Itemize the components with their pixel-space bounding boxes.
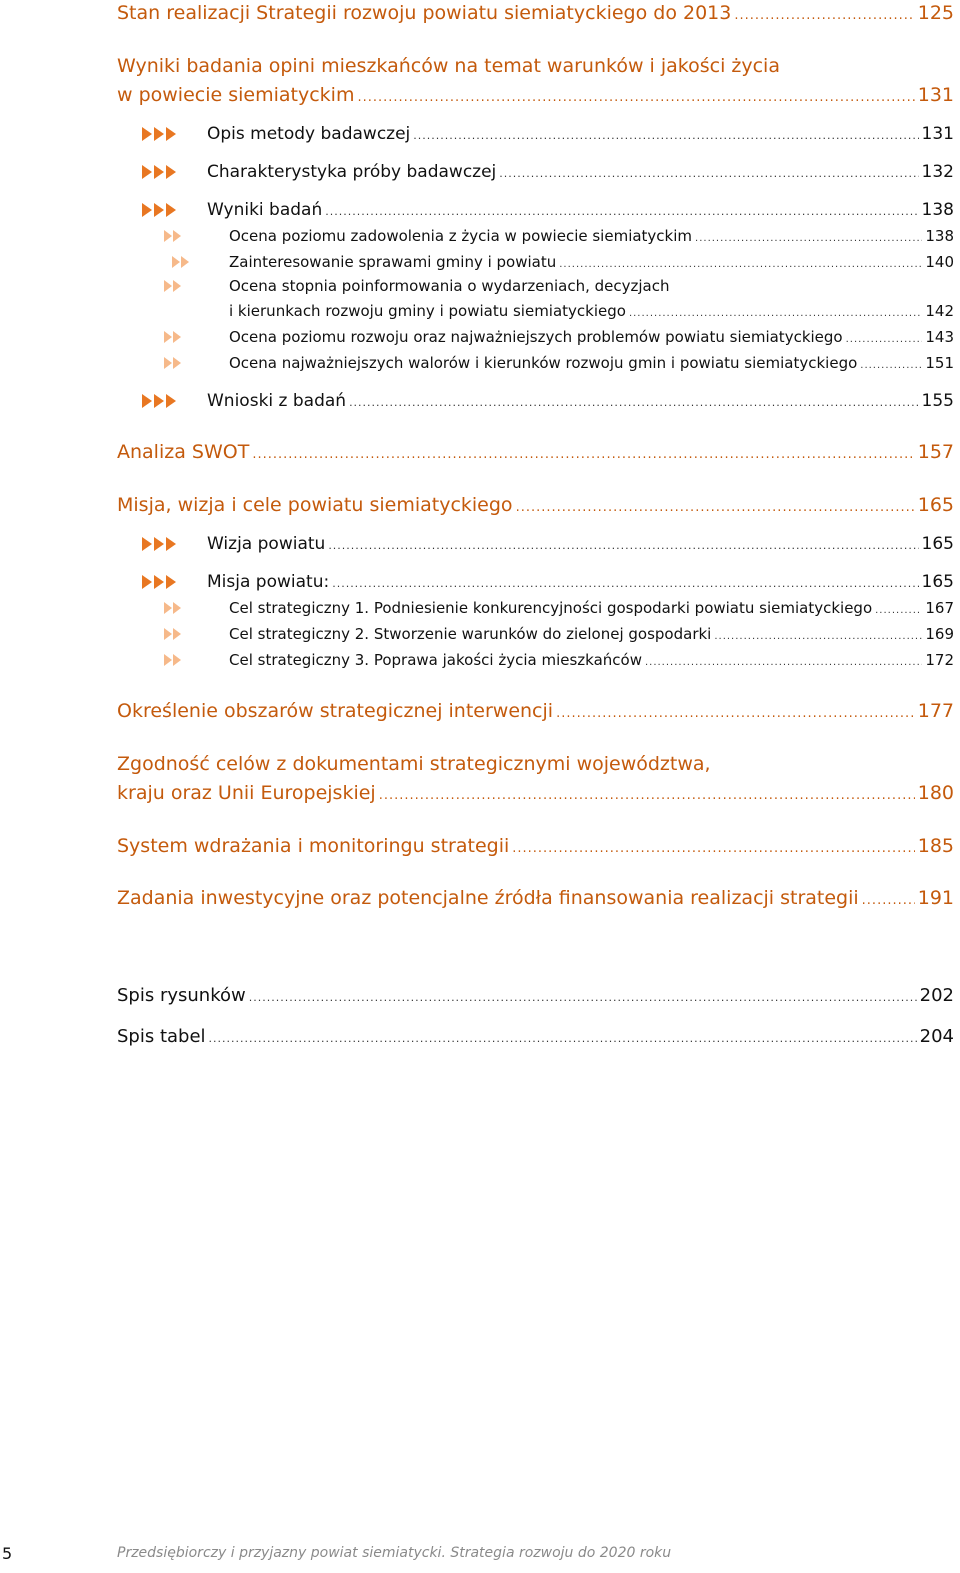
- dot-leader: [875, 605, 922, 616]
- toc-label: Wyniki badań: [207, 200, 323, 220]
- toc-page: 169: [925, 625, 954, 643]
- double-arrow-icon: [164, 331, 181, 343]
- toc-page: 172: [925, 651, 954, 669]
- toc-entry-charakterystyka[interactable]: [207, 162, 954, 182]
- toc-entry-ocena-stopnia[interactable]: [229, 302, 954, 320]
- toc-page: 167: [925, 599, 954, 617]
- toc-label: Stan realizacji Strategii rozwoju powiatu siemiatyckiego do 2013: [117, 2, 732, 24]
- toc-page: 180: [917, 782, 954, 804]
- toc-page: 165: [917, 494, 954, 516]
- toc-page: 138: [925, 227, 954, 245]
- toc-label: System wdrażania i monitoringu strategii: [117, 835, 510, 857]
- toc-page: 155: [921, 391, 954, 411]
- toc-entry-zgodnosc-line1[interactable]: Zgodność celów z dokumentami strategicznymi województwa,: [117, 753, 711, 775]
- toc-label: Analiza SWOT: [117, 441, 250, 463]
- toc-entry-wnioski[interactable]: [207, 391, 954, 411]
- toc-page: 132: [921, 162, 954, 182]
- toc-label: Cel strategiczny 2. Stworzenie warunków do zielonej gospodarki: [229, 625, 712, 643]
- toc-page: 125: [917, 2, 954, 24]
- dot-leader: [559, 259, 922, 270]
- toc-entry-swot[interactable]: [117, 441, 954, 463]
- triple-arrow-icon: [142, 203, 176, 217]
- toc-entry-ocena-zadowolenia[interactable]: [229, 227, 954, 245]
- dot-leader: [332, 577, 918, 590]
- toc-label: Zainteresowanie sprawami gminy i powiatu: [229, 253, 557, 271]
- toc-label: Spis tabel: [117, 1026, 206, 1047]
- toc-entry-obszary[interactable]: [117, 700, 954, 722]
- double-arrow-icon: [164, 357, 181, 369]
- dot-leader: [209, 1032, 917, 1045]
- toc-entry-cel3[interactable]: [229, 651, 954, 669]
- triple-arrow-icon: [142, 575, 176, 589]
- toc-entry-zgodnosc[interactable]: [117, 782, 954, 804]
- toc-label: Spis rysunków: [117, 985, 246, 1006]
- toc-entry-wyniki-badan[interactable]: [207, 200, 954, 220]
- toc-entry-cel1[interactable]: [229, 599, 954, 617]
- toc-label: Charakterystyka próby badawczej: [207, 162, 497, 182]
- toc-entry-spis-rysunkow[interactable]: [117, 985, 954, 1006]
- page-number: 5: [2, 1544, 13, 1563]
- toc-page: 140: [925, 253, 954, 271]
- toc-page: 151: [925, 354, 954, 372]
- double-arrow-icon: [164, 280, 181, 292]
- triple-arrow-icon: [142, 165, 176, 179]
- dot-leader: [860, 360, 922, 371]
- toc-label: kraju oraz Unii Europejskiej: [117, 782, 376, 804]
- toc-label: Zadania inwestycyjne oraz potencjalne źródła finansowania realizacji strategii: [117, 887, 859, 909]
- toc-page: 142: [925, 302, 954, 320]
- dot-leader: [516, 500, 915, 515]
- footer-title: Przedsiębiorczy i przyjazny powiat siemiatycki. Strategia rozwoju do 2020 roku: [117, 1545, 672, 1561]
- toc-label: Ocena najważniejszych walorów i kierunków rozwoju gmin i powiatu siemiatyckiego: [229, 354, 858, 372]
- toc-label: Cel strategiczny 1. Podniesienie konkurencyjności gospodarki powiatu siemiatyckiego: [229, 599, 873, 617]
- dot-leader: [714, 631, 922, 642]
- toc-page: 185: [917, 835, 954, 857]
- triple-arrow-icon: [142, 127, 176, 141]
- toc-page: 204: [919, 1026, 954, 1047]
- double-arrow-icon: [164, 230, 181, 242]
- toc-entry-stan[interactable]: [117, 2, 954, 24]
- double-arrow-icon: [164, 654, 181, 666]
- toc-label: Opis metody badawczej: [207, 124, 411, 144]
- toc-label: w powiecie siemiatyckim: [117, 84, 355, 106]
- toc-page: 165: [921, 534, 954, 554]
- toc-page: 131: [921, 124, 954, 144]
- toc-page: 202: [919, 985, 954, 1006]
- dot-leader: [512, 841, 914, 856]
- toc-entry-ocena-rozwoju[interactable]: [229, 328, 954, 346]
- dot-leader: [379, 788, 915, 803]
- toc-entry-wyniki-badania-line1[interactable]: Wyniki badania opini mieszkańców na temat warunków i jakości życia: [117, 55, 780, 77]
- dot-leader: [645, 657, 922, 668]
- triple-arrow-icon: [142, 394, 176, 408]
- toc-entry-misja-wizja[interactable]: [117, 494, 954, 516]
- double-arrow-icon: [172, 256, 189, 268]
- toc-page: 191: [917, 887, 954, 909]
- toc-page: 143: [925, 328, 954, 346]
- toc-page: 157: [917, 441, 954, 463]
- toc-entry-wizja[interactable]: [207, 534, 954, 554]
- double-arrow-icon: [164, 602, 181, 614]
- toc-label: Określenie obszarów strategicznej interwencji: [117, 700, 554, 722]
- dot-leader: [695, 233, 922, 244]
- dot-leader: [413, 129, 918, 142]
- dot-leader: [252, 447, 914, 462]
- toc-entry-ocena-walorow[interactable]: [229, 354, 954, 372]
- double-arrow-icon: [164, 628, 181, 640]
- toc-label: Cel strategiczny 3. Poprawa jakości życia mieszkańców: [229, 651, 642, 669]
- toc-page: 165: [921, 572, 954, 592]
- dot-leader: [846, 334, 923, 345]
- toc-label: Misja, wizja i cele powiatu siemiatyckiego: [117, 494, 513, 516]
- toc-label: Wnioski z badań: [207, 391, 347, 411]
- dot-leader: [349, 396, 918, 409]
- dot-leader: [556, 706, 915, 721]
- dot-leader: [325, 205, 918, 218]
- triple-arrow-icon: [142, 537, 176, 551]
- toc-entry-wyniki-badania[interactable]: [117, 84, 954, 106]
- dot-leader: [328, 539, 918, 552]
- toc-entry-zainteresowanie[interactable]: [229, 253, 954, 271]
- toc-page: 138: [921, 200, 954, 220]
- toc-entry-opis-metody[interactable]: [207, 124, 954, 144]
- toc-entry-misja[interactable]: [207, 572, 954, 592]
- toc-page: 131: [917, 84, 954, 106]
- dot-leader: [357, 90, 914, 105]
- toc-label: Ocena poziomu zadowolenia z życia w powiecie siemiatyckim: [229, 227, 693, 245]
- toc-page: 177: [917, 700, 954, 722]
- toc-entry-ocena-stopnia-line1[interactable]: Ocena stopnia poinformowania o wydarzeniach, decyzjach: [229, 277, 670, 295]
- toc-label: Misja powiatu:: [207, 572, 330, 592]
- toc-entry-cel2[interactable]: [229, 625, 954, 643]
- dot-leader: [499, 167, 918, 180]
- dot-leader: [734, 8, 914, 23]
- dot-leader: [862, 893, 915, 908]
- toc-entry-zadania[interactable]: [117, 887, 954, 909]
- dot-leader: [629, 308, 922, 319]
- dot-leader: [249, 991, 917, 1004]
- toc-entry-system[interactable]: [117, 835, 954, 857]
- toc-label: i kierunkach rozwoju gminy i powiatu siemiatyckiego: [229, 302, 626, 320]
- toc-label: Ocena poziomu rozwoju oraz najważniejszych problemów powiatu siemiatyckiego: [229, 328, 843, 346]
- toc-label: Wizja powiatu: [207, 534, 326, 554]
- toc-entry-spis-tabel[interactable]: [117, 1026, 954, 1047]
